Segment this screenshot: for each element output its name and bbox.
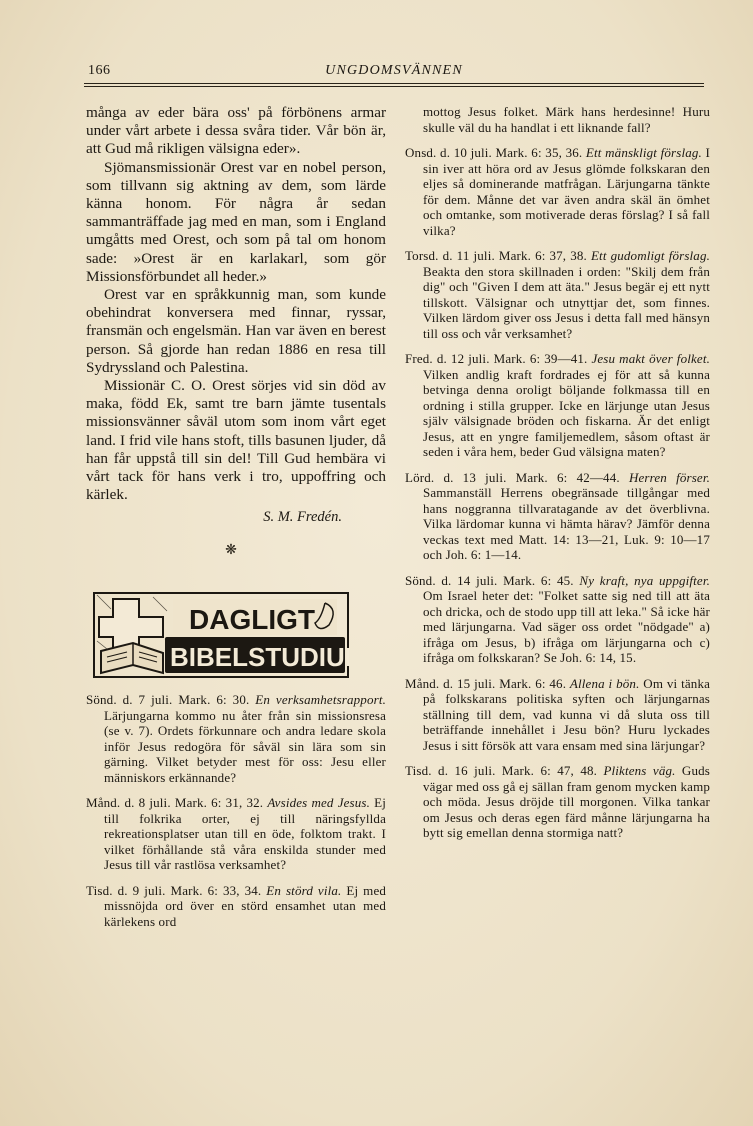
daily-entries-left — [86, 692, 386, 929]
daily-entry — [86, 883, 386, 930]
daily-entry — [86, 692, 386, 785]
header-rule-thin — [84, 86, 704, 87]
bible-study-banner — [93, 591, 349, 679]
right-column — [405, 104, 710, 841]
entry-title: Allena i bön. — [569, 675, 640, 691]
daily-entry — [405, 763, 710, 841]
entry-title: En verksamhetsrapport. — [255, 692, 386, 708]
entry-reference: Mark. 6: 33, 34. — [170, 882, 262, 898]
header-rule — [84, 83, 704, 84]
entry-reference: Mark. 6: 30. — [178, 692, 250, 708]
entry-text: I sin iver att höra ord av Jesus glömde folkskaran den eljes så dominerande matfrågan. Lärjungarna tänkte för dem. Månne det var även andra skäl än ömhet och omtanke, som motiverade deras förslag? I så fall vilka? — [423, 145, 711, 238]
article-paragraph: Sjömansmissionär Orest var en nobel person, som tillvann sig aktning av dem, som lärde känna honom. För några år sedan sammanträffade jag med en man, som i England umgåtts med Orest, och som på tal om honom sade: »Orest är en karlakarl, som gör Missionsförbundet all heder.» — [86, 158, 386, 285]
page-number: 166 — [88, 63, 111, 78]
running-title: UNGDOMSVÄNNEN — [325, 63, 463, 78]
entry-reference: Mark. 6: 46. — [499, 675, 567, 691]
article-paragraph: Orest var en språkkunnig man, som kunde obehindrat konversera med finnar, ryssar, fransmän och engelsmän. Han var även en berest person. Så gjorde han redan 1886 en resa till Sydryssland och Palestina. — [86, 286, 386, 376]
banner-line-1: DAGLIGT — [189, 604, 315, 636]
left-column — [86, 104, 386, 929]
article-signature: S. M. Fredén. — [263, 509, 342, 526]
daily-entry — [405, 573, 710, 666]
entry-text: Beakta den stora skillnaden i orden: "Skilj dem från dig" och "Given I dem att äta." Jesus begär ej ett nytt tillskott. Välsignar och utnyttjar det, som finnes. Vilken lärdom giver oss Jesus i detta fall med hänsyn till oss och vår verksamhet? — [423, 263, 710, 341]
entry-reference: Mark. 6: 42—44. — [515, 469, 620, 485]
entry-day: Lörd. d. 13 juli. — [405, 469, 507, 485]
entry-title: Pliktens väg. — [603, 763, 676, 778]
entry-continuation: mottog Jesus folket. Märk hans herdesinne! Huru skulle väl du ha handlat i ett liknande fall? — [423, 104, 710, 135]
entry-text: Sammanställ Herrens obegränsade tillgångar med hans noggranna tillvaratagande av det överblivna. Vilka lärdomar kunna vi hämta härav? Jämför denna veckas text med Matt. 14: 13—21, Luk. 9: 10—17 och Joh. 6: 1—14. — [423, 485, 710, 562]
daily-entry — [86, 795, 386, 873]
daily-entry — [405, 351, 710, 460]
entry-day: Sönd. d. 14 juli. — [405, 572, 498, 588]
banner-graphic — [93, 591, 349, 679]
entry-reference: Mark. 6: 35, 36. — [495, 145, 583, 160]
entry-title: Ett gudomligt förslag. — [590, 248, 710, 263]
entry-day: Onsd. d. 10 juli. — [405, 145, 492, 160]
article-paragraph: många av eder bära oss' på förbönens armar under vårt arbete i dessa svåra tider. Vår bön är, att Gud må rikligen välsigna eder». — [86, 104, 386, 158]
entry-title: Avsides med Jesus. — [267, 795, 371, 811]
entry-day: Tisd. d. 9 juli. — [86, 882, 166, 898]
entry-reference: Mark. 6: 37, 38. — [498, 248, 587, 263]
entry-day: Månd. d. 15 juli. — [405, 675, 496, 691]
entry-title: Ett mänskligt förslag. — [585, 145, 702, 160]
entry-text: Guds vägar med oss gå ej sällan fram genom mycken kamp och möda. Jesus dröjde till morgonen. Vilka tankar om Jesus och deras egen färd månne lärjungarna ha bytt sig emellan denna stormiga natt? — [423, 763, 710, 840]
entry-day: Torsd. d. 11 juli. — [405, 248, 495, 263]
entry-title: Herren förser. — [628, 469, 710, 485]
entry-reference: Mark. 6: 47, 48. — [501, 763, 598, 778]
entry-day: Tisd. d. 16 juli. — [405, 763, 496, 778]
entry-title: En störd vila. — [266, 882, 342, 898]
entry-text: Om Israel heter det: "Folket satte sig ned till att äta och dricka, och de stodo upp till att leka." Så icke här med lärjungarna. Vad säger oss ordet "nödgade" a) ifråga om Jesus, b) ifråga om lärjungarna och c) ifråga om folkskaran? Se Joh. 6: 14, 15. — [423, 588, 710, 665]
ornament-icon: ❋ — [225, 543, 237, 559]
entry-reference: Mark. 6: 45. — [503, 572, 574, 588]
daily-entry — [405, 248, 710, 341]
entry-title: Ny kraft, nya uppgifter. — [579, 572, 711, 588]
daily-entry — [405, 470, 710, 563]
entry-day: Månd. d. 8 juli. — [86, 795, 171, 811]
entry-day: Sönd. d. 7 juli. — [86, 692, 173, 708]
daily-entry — [405, 676, 710, 754]
entry-reference: Mark. 6: 39—41. — [493, 351, 588, 366]
entry-text: Vilken andlig kraft fordrades ej för att så kunna betvinga denna oroligt böljande folkmassa till en ordning i stilla grupper. Icke en lärjunge utan Jesus själv välsignade bröden och fiskarna. Är det enligt Jesus, att en yngre familjemedlem, såsom oftast är seden i våra hem, beder Gud välsigna maten? — [423, 366, 710, 459]
entry-title: Jesu makt över folket. — [591, 351, 710, 366]
entry-text: Ej med missnöjda ord över en störd ensamhet utan med kärlekens ord — [104, 882, 387, 929]
entry-text: Lärjungarna kommo nu åter från sin missionsresa (se v. 7). Ordets förkunnare och andra ledare skola inför Jesus redogöra för såväl sin lära som sin gärning. Vilket betyder mest för oss: Jesu eller människors erkännande? — [104, 707, 386, 785]
cross-and-bible-icon — [97, 595, 175, 673]
entry-day: Fred. d. 12 juli. — [405, 351, 490, 366]
entry-text: Ej till folkrika orter, ej till näringsfyllda rekreationsplatser utan till en öde, folktom trakt. I vilket förhållande stå våra enskilda stunder med Jesus till vår rastlösa verksamhet? — [104, 795, 386, 873]
entry-reference: Mark. 6: 31, 32. — [174, 795, 264, 811]
page-header — [84, 63, 704, 83]
article-paragraph: Missionär C. O. Orest sörjes vid sin död av maka, född Ek, samt tre barn jämte tusentals missionsvänner såväl utom som inom vårt eget land. I frid vile hans stoft, tills basunen ljuder, då han får uppstå till sin del! Till Gud hembära vi vårt tack för hans verk i tro, uppoffring och kärlek. — [86, 377, 386, 504]
entry-text: Om vi tänka på folkskarans politiska syften och lärjungarnas ställning till dem, vad kunna vi då sluta oss till beträffande innehållet i Jesu bön? Huru lyckades Jesus i sitt försök att vara ensam med sina lärjungar? — [423, 675, 711, 753]
banner-line-2: BIBELSTUDIUM — [170, 642, 349, 673]
daily-entry — [405, 145, 710, 238]
